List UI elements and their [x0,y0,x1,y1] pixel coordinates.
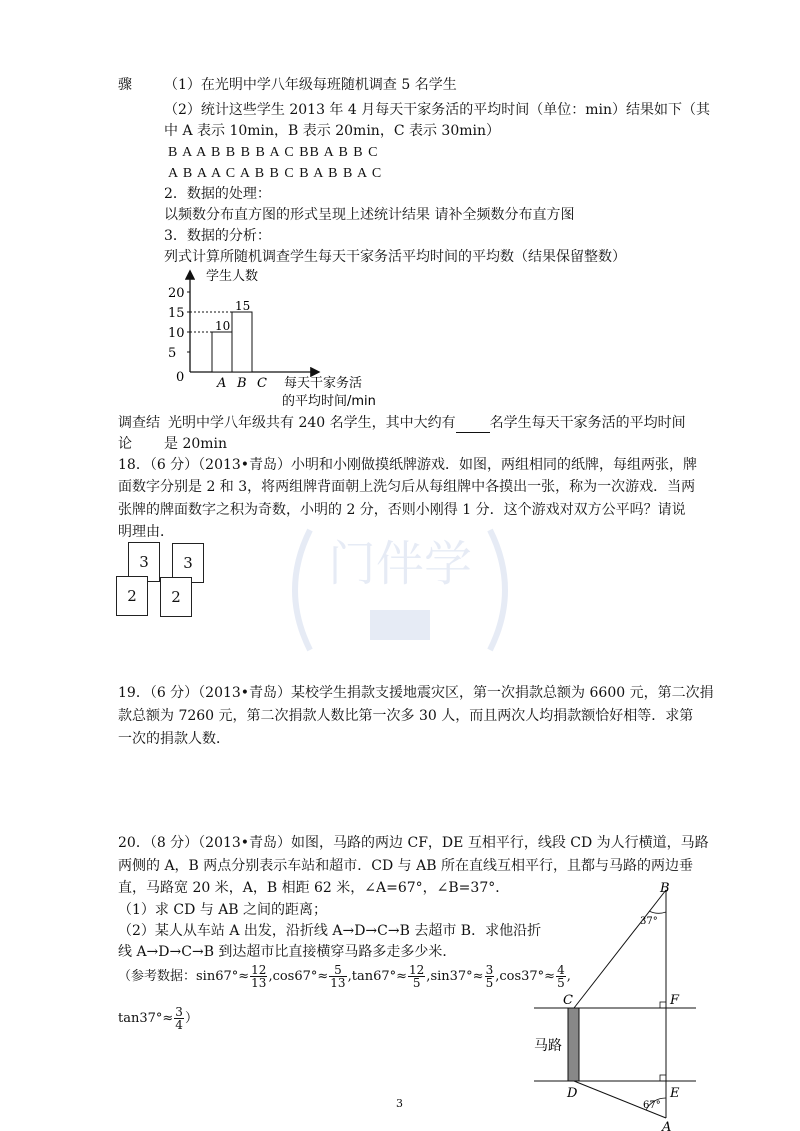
item3-title: 3．数据的分析： [164,228,271,244]
frac-cos67: $\frac{5}{13}$ [330,963,346,990]
label-b: B [660,881,670,896]
frac-tan37: $\frac{3}{4}$ [175,1005,183,1032]
conclusion-label-1: 调查结 [118,415,160,431]
label-d: D [567,1086,578,1101]
x-category-C: C [257,376,267,391]
ref-suffix: ） [184,1011,198,1026]
x-axis-label-line1: 每天干家务活 [284,376,363,391]
y-tick-label: 5 [168,346,177,361]
q20-line1: 20．（8 分）（2013•青岛）如图，马路的两边 CF，DE 互相平行，线段 CD 为人行横道，马路 [118,835,709,851]
q20-sub1: （1）求 CD 与 AB 之间的距离； [118,902,328,918]
q18-line1: 18．（6 分）（2013•青岛）小明和小刚做摸纸牌游戏．如图，两组相同的纸牌，每组两张，牌 [118,457,698,473]
crosswalk-cd [568,1008,579,1081]
ref-tan37: tan37°≈ [118,1011,174,1026]
bars [212,299,252,372]
item2-title: 2．数据的处理： [164,186,271,202]
watermark-text: 门伴学 [327,536,473,592]
watermark-logo [270,500,530,670]
step2-line2: 中 A 表示 10min，B 表示 20min，C 表示 30min） [164,123,501,139]
y-tick-label: 10 [168,326,185,341]
road-figure [530,880,700,1131]
reference-data: （参考数据：sin67°≈ $\frac{12}{13}$ ,cos67°≈ $\frac{5}{13}$ ,tan67°≈ $\frac{12}{5}$ ,sin37°≈ $\frac{3}{5}$ ,cos37°≈ $\frac{4}{5}$ , [118,963,571,990]
frac-sin67: $\frac{12}{13}$ [251,963,267,990]
ref-sin37: sin37°≈ [430,969,484,984]
q20-line3: 直，马路宽 20 米，A，B 相距 62 米，∠A=67°，∠B=37°． [118,880,510,896]
q18-line2: 面数字分别是 2 和 3，将两组牌背面朝上洗匀后从每组牌中各摸出一张，称为一次游戏．当两 [118,479,696,495]
right-angle-e [660,1075,666,1081]
ref-tan67: tan67°≈ [351,969,408,984]
histogram-chart [160,266,420,414]
ref-cos37: cos37°≈ [499,969,556,984]
bar-label-A: 10 [215,319,231,333]
data-line2: A B A A C A B B C B A B B A C [168,166,383,181]
q20-sub2-line2: 线 A→D→C→B 到达超市比直接横穿马路多走多少米． [118,944,457,960]
answer-blank [456,418,490,433]
x-category-B: B [237,376,247,391]
conclusion-line2: 是 20min [164,436,228,452]
bar-A [212,332,232,372]
conclusion-text-b: 名学生每天干家务活的平均时间 [489,415,686,431]
x-axis-label-line2: 的平均时间/min [282,394,376,409]
frac-tan67: $\frac{12}{5}$ [409,963,425,990]
step1-text: （1）在光明中学八年级每班随机调查 5 名学生 [164,77,457,93]
frac-sin37: $\frac{3}{5}$ [485,963,494,990]
y-axis-label: 学生人数 [206,269,259,284]
q20-line2: 两侧的 A，B 两点分别表示车站和超市．CD 与 AB 所在直线互相平行，且都与马路的两边垂 [118,858,693,874]
item3-text: 列式计算所随机调查学生每天干家务活平均时间的平均数（结果保留整数） [164,249,626,265]
angle-b-label: 37° [640,916,658,927]
card-front-2: 2 [160,577,192,617]
card-back-1: 3 [128,542,160,582]
q18-line3: 张牌的牌面数字之积为奇数，小明的 2 分，否则小刚得 1 分．这个游戏对双方公平吗？请说 [118,502,686,518]
q19-line1: 19．（6 分）（2013•青岛）某校学生捐款支援地震灾区，第一次捐款总额为 6600 元，第二次捐 [118,685,714,701]
angle-a-label: 67° [643,1100,661,1111]
q20-sub2-line1: （2）某人从车站 A 出发，沿折线 A→D→C→B 去超市 B．求他沿折 [118,923,542,939]
bar-label-B: 15 [235,299,251,313]
conclusion-label-2: 论 [118,436,132,452]
step-label: 骤 [118,77,132,93]
y-tick-label: 15 [168,306,185,321]
label-a: A [662,1120,672,1131]
label-f: F [670,993,680,1008]
q19-line3: 一次的捐款人数． [118,731,230,747]
conclusion-line1 [168,413,686,433]
segment-bc [574,890,666,1008]
ref-sin67: sin67°≈ [196,969,250,984]
angle-arc-b [649,911,666,913]
label-c: C [563,993,573,1008]
conclusion-text-a: 光明中学八年级共有 240 名学生，其中大约有 [168,415,456,431]
reference-data-line2 [118,1002,198,1036]
road-label: 马路 [534,1038,562,1054]
frac-cos37: $\frac{4}{5}$ [557,963,565,990]
data-line1: B A A B B B B A C BB A B B C [168,145,379,160]
y-tick-label: 0 [176,370,185,385]
bar-B [232,312,252,372]
step2-line1: （2）统计这些学生 2013 年 4 月每天干家务活的平均时间（单位：min）结果如下（其 [164,102,711,118]
ref-cos67: cos67°≈ [272,969,329,984]
right-angle-f [660,1002,666,1008]
y-tick-labels [168,286,190,385]
card-back-2: 3 [172,543,204,583]
q18-line4: 明理由． [118,524,174,540]
page-number: 3 [396,1097,403,1110]
x-category-labels [216,376,267,391]
x-category-A: A [217,376,227,391]
item2-text: 以频数分布直方图的形式呈现上述统计结果 请补全频数分布直方图 [164,207,575,223]
ref-prefix: （参考数据： [118,969,197,984]
card-front-1: 2 [116,576,148,616]
q19-line2: 款总额为 7260 元，第二次捐款人数比第一次多 30 人，而且两次人均捐款额恰好相等．求第 [118,708,694,724]
label-e: E [670,1086,680,1101]
y-tick-label: 20 [168,286,185,301]
